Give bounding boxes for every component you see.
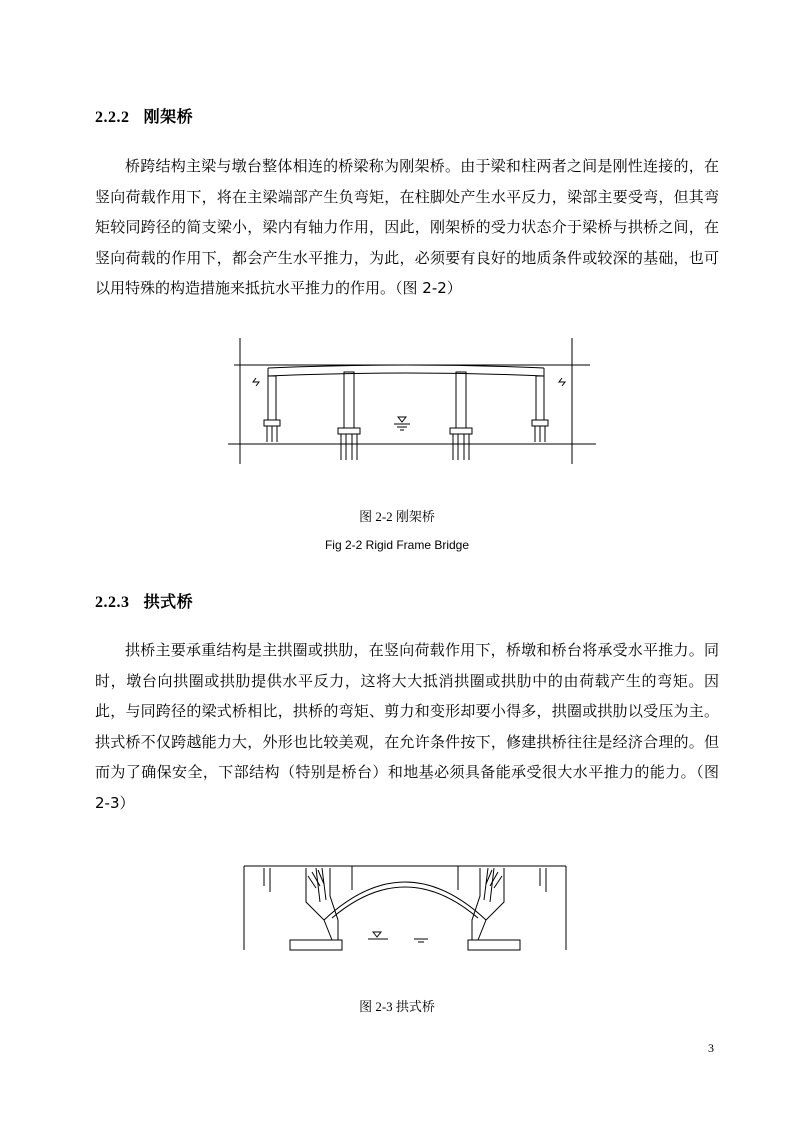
page-number: 3 [708, 1041, 714, 1055]
paragraph-text: 桥跨结构主梁与墩台整体相连的桥梁称为刚架桥。由于梁和柱两者之间是刚性连接的，在竖向荷载作用下，将在主梁端部产生负弯矩，在柱脚处产生水平反力，梁部主要受弯，但其弯矩较同跨径的简支梁小，梁内有轴力作用，因此，刚架桥的受力状态介于梁桥与拱桥之间，在竖向荷载的作用下，都会产生水平推力，为此，必须要有良好的地质条件或较深的基础，也可以用特殊的构造措施来抵抗水平推力的作用。（图 2-2） [95, 157, 719, 297]
section-heading-2-2-2 [95, 104, 193, 127]
section-number: 2.2.2 [95, 109, 130, 126]
paragraph-rigid-frame [95, 151, 719, 304]
paragraph-text: 拱桥主要承重结构是主拱圈或拱肋，在竖向荷载作用下，桥墩和桥台将承受水平推力。同时，墩台向拱圈或拱肋提供水平反力，这将大大抵消拱圈或拱肋中的由荷载产生的弯矩。因此，与同跨径的梁式桥相比，拱桥的弯矩、剪力和变形却要小得多，拱圈或拱肋以受压为主。拱式桥不仅跨越能力大，外形也比较美观，在允许条件按下，修建拱桥往往是经济合理的。但而为了确保安全，下部结构（特别是桥台）和地基必须具备能承受很大水平推力的能力。（图 2-3） [95, 641, 719, 812]
arch-bridge-figure [242, 862, 568, 954]
figure-caption-cn: 图 2-3 拱式桥 [359, 999, 435, 1014]
section-number: 2.2.3 [95, 594, 130, 611]
figure-caption-en: Fig 2-2 Rigid Frame Bridge [324, 538, 470, 552]
rigid-frame-bridge-figure [226, 330, 598, 470]
section-title: 拱式桥 [143, 592, 194, 611]
section-title: 刚架桥 [143, 107, 194, 126]
section-heading-2-2-3 [95, 589, 193, 612]
figure-caption-cn: 图 2-2 刚架桥 [359, 509, 435, 524]
paragraph-arch-bridge [95, 635, 719, 818]
